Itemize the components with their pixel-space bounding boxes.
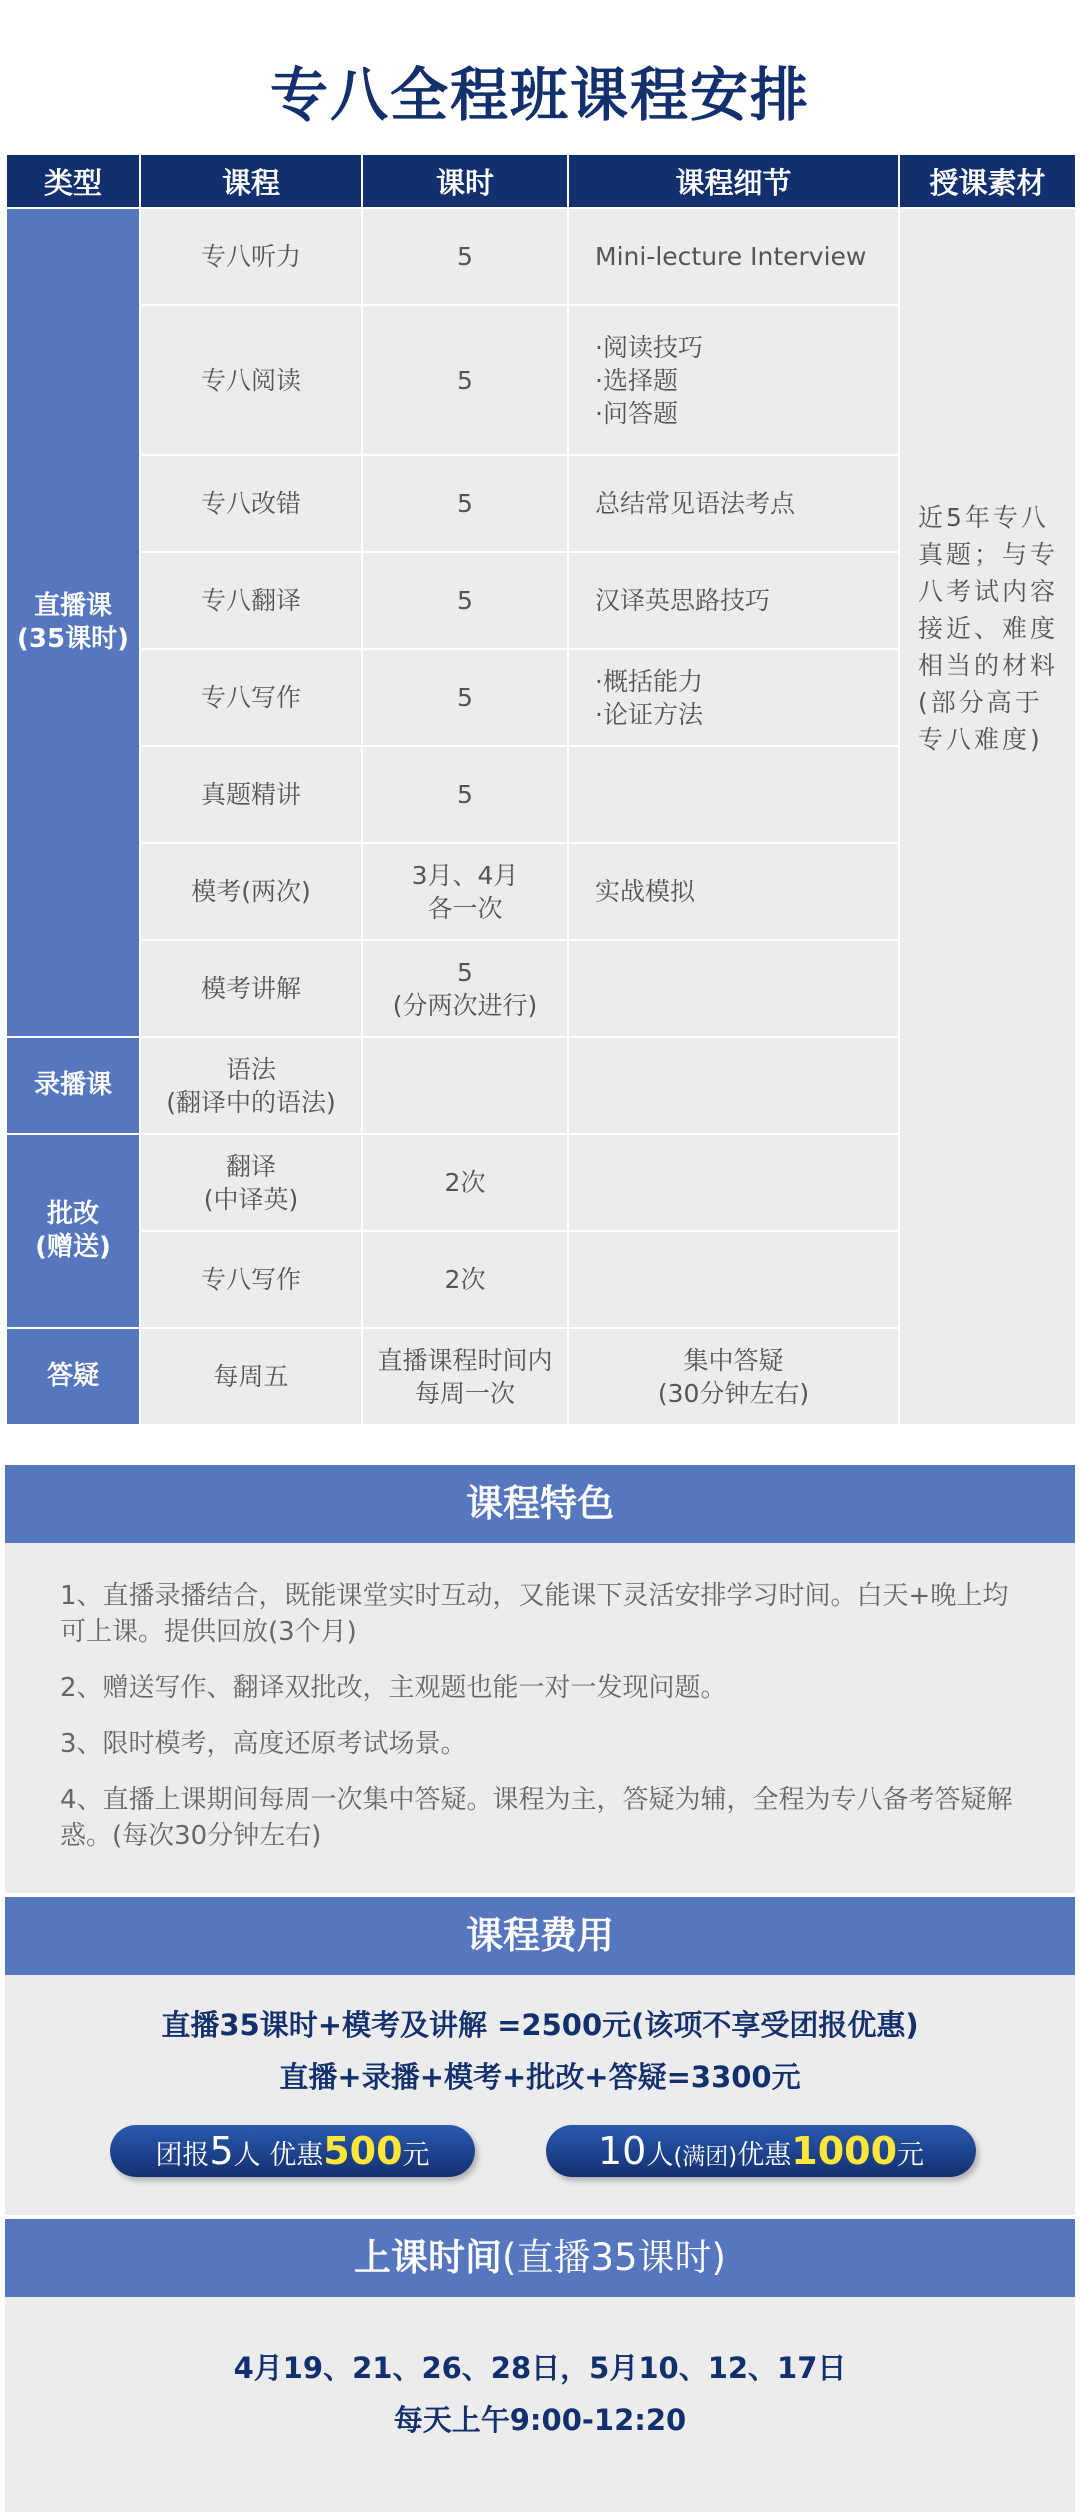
hours-cell: 5 [362,552,568,649]
header-material: 授课素材 [899,154,1076,208]
feature-item: 1、直播录播结合，既能课堂实时互动，又能课下灵活安排学习时间。白天+晚上均可上课。提供回放(3个月) [60,1581,1009,1647]
fees-body [5,1975,1075,2215]
features-body [5,1543,1075,1893]
feature-item: 2、赠送写作、翻译双批改，主观题也能一对一发现问题。 [60,1673,727,1703]
pill-price: 500 [323,2129,403,2173]
table-header-row [6,154,1076,208]
course-cell: 翻译 (中译英) [140,1134,362,1231]
detail-cell: Mini-lecture Interview [568,208,899,305]
features-heading: 课程特色 [5,1465,1075,1543]
schedule-heading-main: 上课时间 [354,2236,503,2279]
page-title: 专八全程班课程安排 [269,61,810,129]
course-cell: 模考讲解 [140,940,362,1037]
group-discount-badge-5 [110,2125,475,2177]
schedule-table [5,153,1077,1426]
detail-cell [568,746,899,843]
hours-cell [362,1037,568,1134]
pill-number: 10 [597,2129,647,2173]
hours-cell: 2次 [362,1134,568,1231]
course-cell: 专八改错 [140,455,362,552]
header-hours: 课时 [362,154,568,208]
pill-text: 团报 [155,2140,210,2171]
group-discount-badge-10 [546,2125,976,2177]
detail-cell [568,1134,899,1231]
schedule-body [5,2297,1075,2512]
pill-text: 元 [897,2140,925,2171]
hours-cell: 3月、4月 各一次 [362,843,568,940]
course-cell: 专八翻译 [140,552,362,649]
course-cell: 专八写作 [140,649,362,746]
detail-cell: 汉译英思路技巧 [568,552,899,649]
header-course: 课程 [140,154,362,208]
pill-price: 1000 [791,2129,898,2173]
material-cell: 近5年专八真题；与专八考试内容接近、难度相当的材料(部分高于专八难度) [899,208,1076,1425]
type-correction [6,1134,140,1328]
detail-cell: 实战模拟 [568,843,899,940]
course-cell: 每周五 [140,1328,362,1425]
type-live-label: 直播课 (35课时) [17,590,129,654]
pill-text: 优惠 [737,2140,792,2171]
type-recorded: 录播课 [6,1037,140,1134]
table-row [6,208,1076,305]
detail-cell [568,940,899,1037]
detail-cell [568,1037,899,1134]
course-cell: 专八写作 [140,1231,362,1328]
course-cell: 语法 (翻译中的语法) [140,1037,362,1134]
detail-cell: ·阅读技巧 ·选择题 ·问答题 [568,305,899,455]
pill-text: 元 [402,2140,430,2171]
fee-line-2: 直播+录播+模考+批改+答疑=3300元 [279,2060,801,2094]
type-live [6,208,140,1037]
pill-text: 人 [646,2140,674,2171]
course-cell: 模考(两次) [140,843,362,940]
pill-text: (满团) [673,2144,738,2170]
pill-number: 5 [209,2129,234,2173]
schedule-heading [5,2219,1075,2297]
course-cell: 专八听力 [140,208,362,305]
schedule-heading-sub: (直播35课时) [502,2236,726,2279]
schedule-time: 每天上午9:00-12:20 [393,2403,687,2437]
type-qa: 答疑 [6,1328,140,1425]
fees-heading: 课程费用 [5,1897,1075,1975]
hours-cell: 5 (分两次进行) [362,940,568,1037]
course-cell: 真题精讲 [140,746,362,843]
hours-cell: 5 [362,455,568,552]
hours-cell: 5 [362,305,568,455]
feature-item: 4、直播上课期间每周一次集中答疑。课程为主，答疑为辅，全程为专八备考答疑解惑。(每次30分钟左右) [60,1785,1013,1851]
pill-text: 人 优惠 [233,2140,324,2171]
hours-cell: 直播课程时间内 每周一次 [362,1328,568,1425]
course-cell: 专八阅读 [140,305,362,455]
detail-cell: 总结常见语法考点 [568,455,899,552]
type-correction-label: 批改 (赠送) [35,1199,111,1262]
hours-cell: 5 [362,746,568,843]
header-detail: 课程细节 [568,154,899,208]
hours-cell: 5 [362,208,568,305]
detail-cell: ·概括能力 ·论证方法 [568,649,899,746]
hours-cell: 5 [362,649,568,746]
fee-line-1: 直播35课时+模考及讲解 =2500元(该项不享受团报优惠) [161,2008,919,2042]
header-type: 类型 [6,154,140,208]
hours-cell: 2次 [362,1231,568,1328]
detail-cell: 集中答疑 (30分钟左右) [568,1328,899,1425]
feature-item: 3、限时模考，高度还原考试场景。 [60,1729,467,1759]
schedule-dates: 4月19、21、26、28日，5月10、12、17日 [233,2351,847,2385]
detail-cell [568,1231,899,1328]
